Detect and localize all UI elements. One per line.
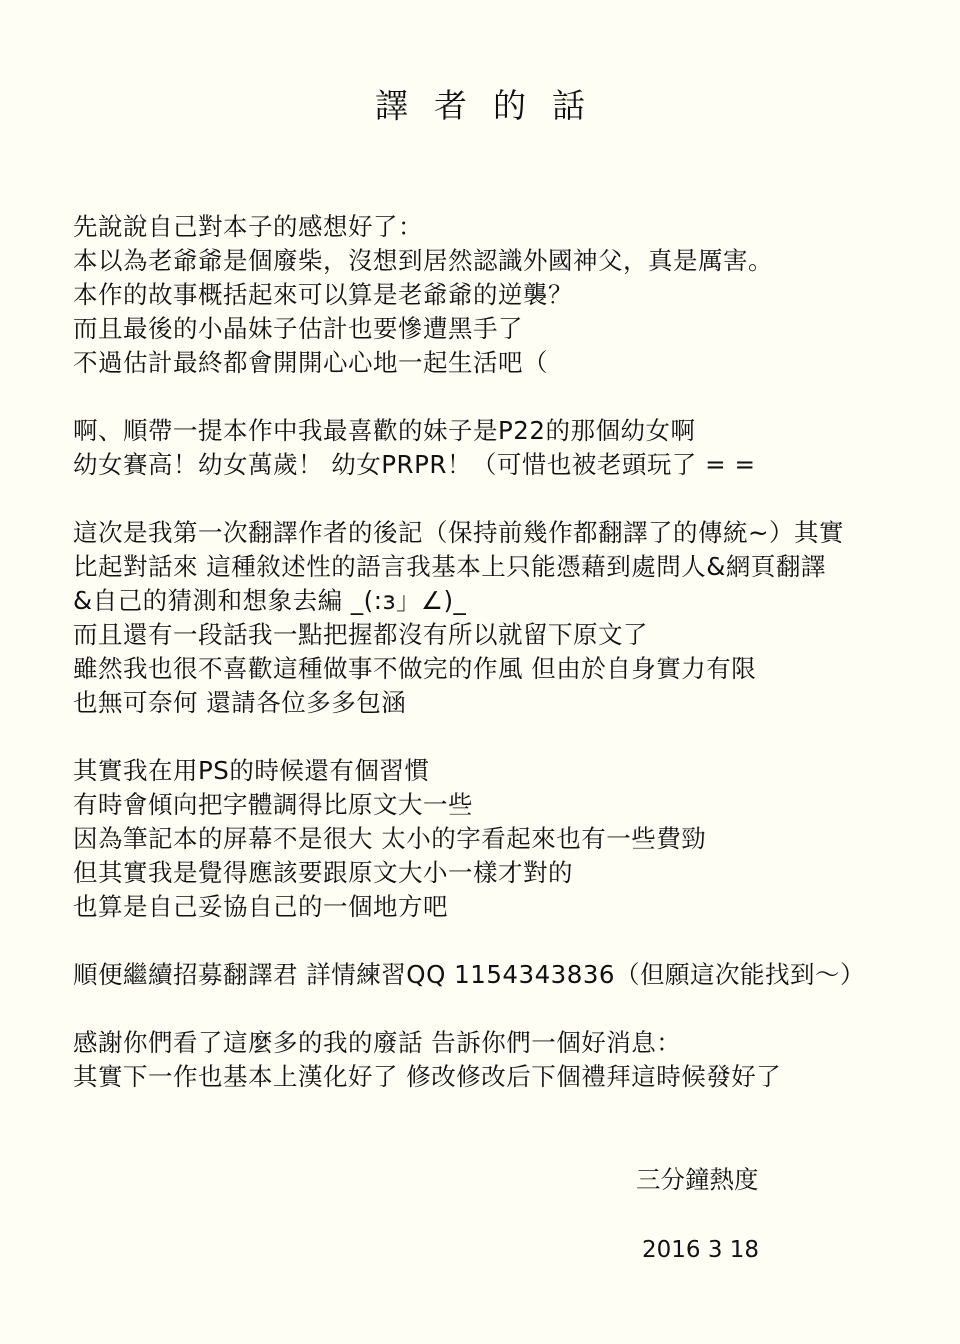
text-line: 幼女賽高！幼女萬歲！ 幼女PRPR！（可惜也被老頭玩了 = = — [73, 450, 756, 479]
text-line: 這次是我第一次翻譯作者的後記（保持前幾作都翻譯了的傳統~）其實 — [73, 518, 845, 547]
text-line: 雖然我也很不喜歡這種做事不做完的作風 但由於自身實力有限 — [73, 654, 757, 683]
text-line: 不過估計最終都會開開心心地一起生活吧（ — [73, 348, 548, 377]
paragraph-gap — [73, 720, 933, 754]
text-line: 感謝你們看了這麼多的我的廢話 告訴你們一個好消息： — [73, 1028, 682, 1057]
text-line: 本以為老爺爺是個廢柴，沒想到居然認識外國神父，真是厲害。 — [73, 246, 773, 275]
page-title: 譯者的話 — [375, 86, 611, 125]
text-line: 其實我在用PS的時候還有個習慣 — [73, 756, 430, 785]
text-line: 啊、順帶一提本作中我最喜歡的妹子是P22的那個幼女啊 — [73, 416, 696, 445]
text-line: 其實下一作也基本上漢化好了 修改修改后下個禮拜這時候發好了 — [73, 1062, 782, 1091]
text-line: 順便繼續招募翻譯君 詳情練習QQ 1154343836（但願這次能找到～） — [73, 960, 866, 989]
paragraph-gap — [73, 380, 933, 414]
date: 2016 3 18 — [642, 1237, 760, 1263]
paragraph-gap — [73, 482, 933, 516]
text-line: 而且最後的小晶妹子估計也要慘遭黑手了 — [73, 314, 523, 343]
text-line: 本作的故事概括起來可以算是老爺爺的逆襲？ — [73, 280, 573, 309]
text-line: 因為筆記本的屏幕不是很大 太小的字看起來也有一些費勁 — [73, 824, 707, 853]
text-line: 而且還有一段話我一點把握都沒有所以就留下原文了 — [73, 620, 648, 649]
text-line: 也算是自己妥協自己的一個地方吧 — [73, 892, 448, 921]
text-line: &自己的猜測和想象去編 _(:з」∠)_ — [73, 586, 467, 615]
text-line: 也無可奈何 還請各位多多包涵 — [73, 688, 407, 717]
text-line: 比起對話來 這種敘述性的語言我基本上只能憑藉到處問人&網頁翻譯 — [73, 552, 826, 581]
paragraph-gap — [73, 992, 933, 1026]
text-line: 先說說自己對本子的感想好了： — [73, 212, 423, 241]
text-line: 但其實我是覺得應該要跟原文大小一樣才對的 — [73, 858, 573, 887]
signature: 三分鐘熱度 — [636, 1165, 759, 1194]
paragraph-gap — [73, 924, 933, 958]
note-body — [73, 210, 933, 1094]
text-line: 有時會傾向把字體調得比原文大一些 — [73, 790, 473, 819]
